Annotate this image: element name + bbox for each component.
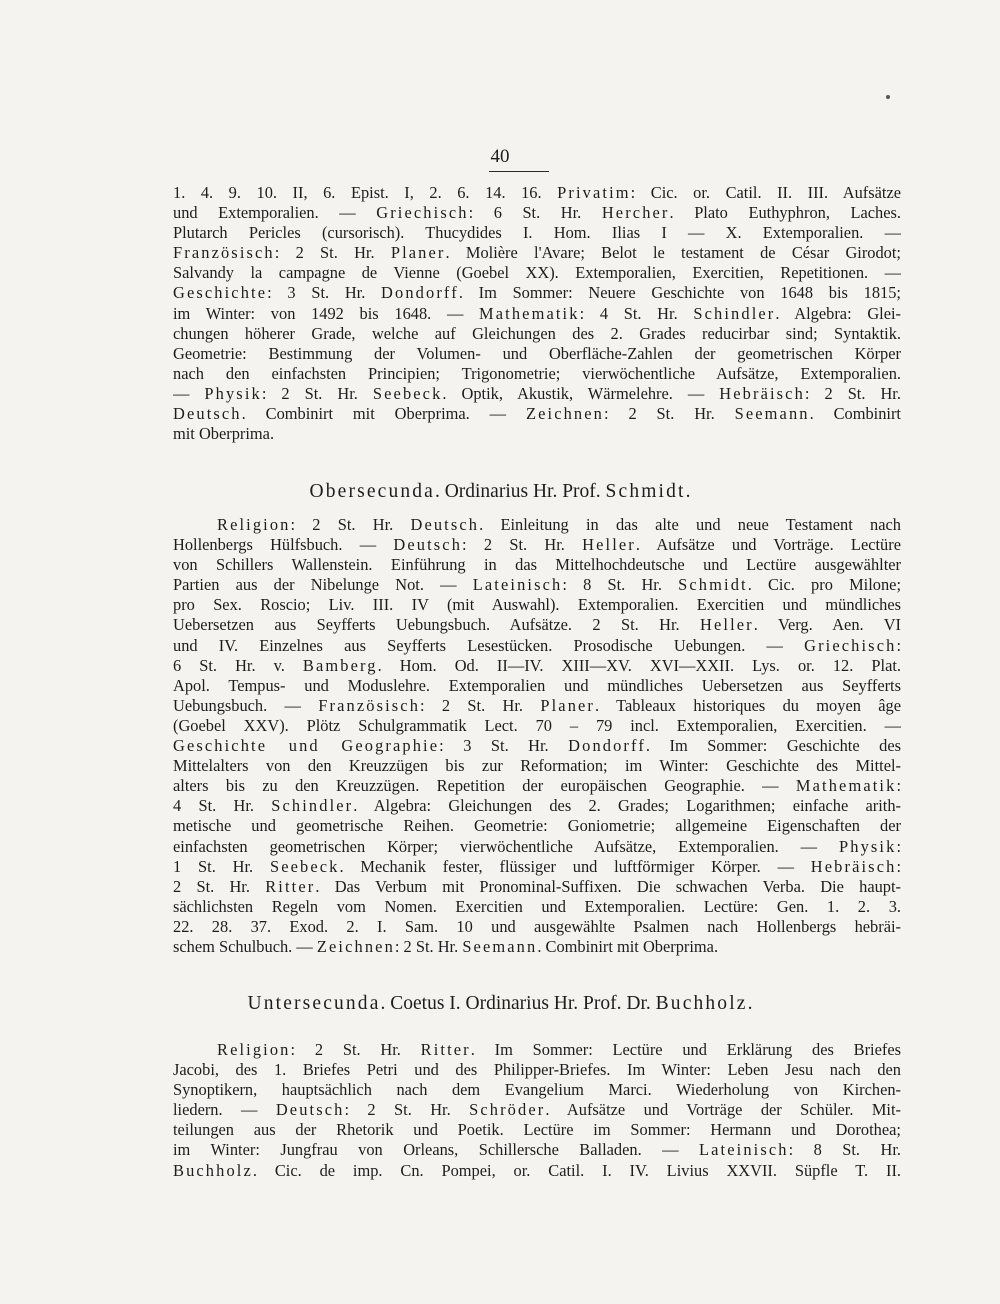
spaced-term: Schröder (469, 1100, 546, 1120)
text-line: 4 St. Hr. Schindler. Algebra: Gleichungen des 2. Grades; Logarithmen; einfache arith- (173, 796, 901, 816)
spaced-term: Seebeck (372, 383, 443, 403)
text-line: liedern. — Deutsch: 2 St. Hr. Schröder. Aufsätze und Vorträge der Schüler. Mit- (173, 1100, 901, 1120)
spaced-term: Privatim (557, 183, 631, 202)
text-line: im Winter: von 1492 bis 1648. — Mathematik: 4 St. Hr. Schindler. Algebra: Glei- (173, 303, 901, 323)
text-line: Französisch: 2 St. Hr. Planer. Molière l'Avare; Belot le testament de César Girodot; (173, 243, 901, 263)
spaced-term: Obersecunda (309, 481, 435, 502)
spaced-term: Griechisch (376, 203, 469, 223)
spaced-term: Physik (204, 383, 262, 403)
spaced-term: Religion (217, 515, 291, 534)
page-number-rule (489, 171, 549, 172)
text-line: Geometrie: Bestimmung der Volumen- und Oberfläche-Zahlen der geometrischen Körper (173, 343, 901, 363)
text-line: Uebersetzen aus Seyfferts Uebungsbuch. Aufsätze. 2 St. Hr. Heller. Verg. Aen. VI (173, 615, 901, 635)
text-line: chungen höherer Grade, welche auf Gleichungen des 2. Grades reducirbar sind; Syntaktik. (173, 323, 901, 343)
spaced-term: Ritter (420, 1040, 471, 1059)
spaced-term: Buchholz (173, 1160, 253, 1180)
text-line: einfachsten geometrischen Körper; vierwöchentliche Aufsätze, Extemporalien. — Physik: (173, 836, 901, 856)
text-line: sächlichsten Regeln vom Nomen. Exercitien und Extemporalien. Lectüre: Gen. 1. 2. 3. (173, 896, 901, 916)
spaced-term: Untersecunda (247, 993, 381, 1014)
obersecunda-heading: Obersecunda. Ordinarius Hr. Prof. Schmidt. (309, 481, 691, 502)
text-line: Synoptikern, hauptsächlich nach dem Evangelium Marci. Wiederholung von Kirchen- (173, 1080, 901, 1100)
text-line: Religion: 2 St. Hr. Ritter. Im Sommer: Lectüre und Erklärung des Briefes (217, 1040, 901, 1059)
text-line: Buchholz. Cic. de imp. Cn. Pompei, or. Catil. I. IV. Livius XXVII. Süpfle T. II. (173, 1160, 901, 1180)
text-line: Uebungsbuch. — Französisch: 2 St. Hr. Planer. Tableaux historiques du moyen âge (173, 695, 901, 715)
text-line: metische und geometrische Reihen. Geometrie: Goniometrie; allgemeine Eigenschaften der (173, 816, 901, 836)
spaced-term: Deutsch (410, 515, 480, 534)
text-line: 1. 4. 9. 10. II, 6. Epist. I, 2. 6. 14. 16. Privatim: Cic. or. Catil. II. III. Aufsätze (173, 183, 901, 202)
spaced-term: Zeichnen (525, 404, 604, 424)
text-line: 22. 28. 37. Exod. 2. I. Sam. 10 und ausgewählte Psalmen nach Hollenbergs hebräi- (173, 916, 901, 936)
text-line: Hollenbergs Hülfsbuch. — Deutsch: 2 St. Hr. Heller. Aufsätze und Vorträge. Lectüre (173, 535, 901, 555)
obersecunda-paragraph (173, 515, 901, 957)
spaced-term: Physik (839, 836, 897, 856)
text-line: Plutarch Pericles (cursorisch). Thucydides I. Hom. Ilias I — X. Extemporalien. — (173, 223, 901, 243)
spaced-term: Religion (217, 1040, 291, 1059)
spaced-term: Seemann (462, 936, 538, 956)
spaced-term: Geschichte und Geographie (173, 736, 440, 756)
spaced-term: Schmidt (605, 481, 686, 502)
spaced-term: Schindler (693, 303, 776, 323)
spaced-term: Seebeck (269, 856, 340, 876)
spaced-term: Schmidt (678, 575, 748, 595)
text-line: Geschichte: 3 St. Hr. Dondorff. Im Sommer: Neuere Geschichte von 1648 bis 1815; (173, 283, 901, 303)
text-line: Partien aus der Nibelunge Not. — Lateinisch: 8 St. Hr. Schmidt. Cic. pro Milone; (173, 575, 901, 595)
text-line: schem Schulbuch. — Zeichnen: 2 St. Hr. Seemann. Combinirt mit Oberprima. (173, 936, 719, 956)
text-line: 2 St. Hr. Ritter. Das Verbum mit Pronominal-Suffixen. Die schwachen Verba. Die haupt- (173, 876, 901, 896)
text-line: im Winter: Jungfrau von Orleans, Schillersche Balladen. — Lateinisch: 8 St. Hr. (173, 1140, 901, 1160)
text-line: Jacobi, des 1. Briefes Petri und des Philipper-Briefes. Im Winter: Leben Jesu nach den (173, 1060, 901, 1080)
untersecunda-paragraph (173, 1040, 901, 1181)
spaced-term: Lateinisch (698, 1140, 789, 1160)
spaced-term: Bamberg (302, 655, 378, 675)
spaced-term: Seemann (734, 404, 810, 424)
text-line: Religion: 2 St. Hr. Deutsch. Einleitung in das alte und neue Testament nach (217, 515, 901, 534)
text-line: Mittelalters von den Kreuzzügen bis zur Reformation; im Winter: Geschichte des Mittel- (173, 756, 901, 776)
spaced-term: Mathematik (479, 303, 580, 323)
text-line: mit Oberprima. (173, 424, 275, 444)
spaced-term: Planer (390, 243, 446, 263)
text-line: und Extemporalien. — Griechisch: 6 St. Hr. Hercher. Plato Euthyphron, Laches. (173, 203, 901, 223)
text-line: Deutsch. Combinirt mit Oberprima. — Zeichnen: 2 St. Hr. Seemann. Combinirt (173, 404, 901, 424)
spaced-term: Deutsch (173, 404, 242, 424)
spaced-term: Heller (582, 535, 636, 555)
text-line: alters bis zu den Kreuzzügen. Repetition der europäischen Geographie. — Mathematik: (173, 776, 901, 796)
text-line: 1 St. Hr. Seebeck. Mechanik fester, flüssiger und luftförmiger Körper. — Hebräisch: (173, 856, 901, 876)
spaced-term: Ritter (265, 876, 316, 896)
spaced-term: Griechisch (804, 635, 897, 655)
untersecunda-heading: Untersecunda. Coetus I. Ordinarius Hr. Prof. Dr. Buchholz. (247, 993, 753, 1014)
spaced-term: Planer (540, 695, 596, 715)
text-line: und IV. Einzelnes aus Seyfferts Lesestücken. Prosodische Uebungen. — Griechisch: (173, 635, 901, 655)
spaced-term: Mathematik (795, 776, 897, 796)
text-line: Apol. Tempus- und Moduslehre. Extemporalien und mündliches Uebersetzen aus Seyfferts (173, 675, 901, 695)
spaced-term: Dondorff (568, 736, 646, 756)
spaced-term: Hercher (601, 203, 670, 223)
text-line: (Goebel XXV). Plötz Schulgrammatik Lect. 70 – 79 incl. Extemporalien, Exercitien. — (173, 715, 901, 735)
text-line: nach den einfachsten Principien; Trigonometrie; vierwöchentliche Aufsätze, Extemporalien. (173, 363, 901, 383)
text-line: — Physik: 2 St. Hr. Seebeck. Optik, Akustik, Wärmelehre. — Hebräisch: 2 St. Hr. (173, 383, 901, 403)
spaced-term: Deutsch (393, 535, 463, 555)
page-number: 40 (490, 146, 510, 167)
spaced-term: Geschichte (173, 283, 268, 303)
spaced-term: Dondorff (381, 283, 459, 303)
spaced-term: Heller (700, 615, 754, 635)
spaced-term: Deutsch (275, 1100, 345, 1120)
text-line: pro Sex. Roscio; Liv. III. IV (mit Auswahl). Extemporalien. Exercitien und mündliches (173, 595, 901, 615)
obersecunda-preceding-paragraph (173, 183, 901, 444)
spaced-term: Französisch (173, 243, 275, 263)
spaced-term: Französisch (318, 695, 421, 715)
spaced-term: Hebräisch (810, 856, 897, 876)
spaced-term: Schindler (271, 796, 354, 816)
text-line: 6 St. Hr. v. Bamberg. Hom. Od. II—IV. XIII—XV. XVI—XXII. Lys. or. 12. Plat. (173, 655, 901, 675)
text-line: Geschichte und Geographie: 3 St. Hr. Dondorff. Im Sommer: Geschichte des (173, 736, 901, 756)
spaced-term: Lateinisch (472, 575, 563, 595)
spaced-term: Hebräisch (719, 383, 805, 403)
margin-dot (886, 95, 890, 99)
text-line: Salvandy la campagne de Vienne (Goebel XX). Extemporalien, Exercitien, Repetitionen. — (173, 263, 901, 283)
text-line: von Schillers Wallenstein. Einführung in das Mittelhochdeutsche und Lectüre ausgewählter (173, 555, 901, 575)
spaced-term: Zeichnen (316, 936, 395, 956)
spaced-term: Buchholz (655, 993, 748, 1014)
text-line: teilungen aus der Rhetorik und Poetik. Lectüre im Sommer: Hermann und Dorothea; (173, 1120, 901, 1140)
